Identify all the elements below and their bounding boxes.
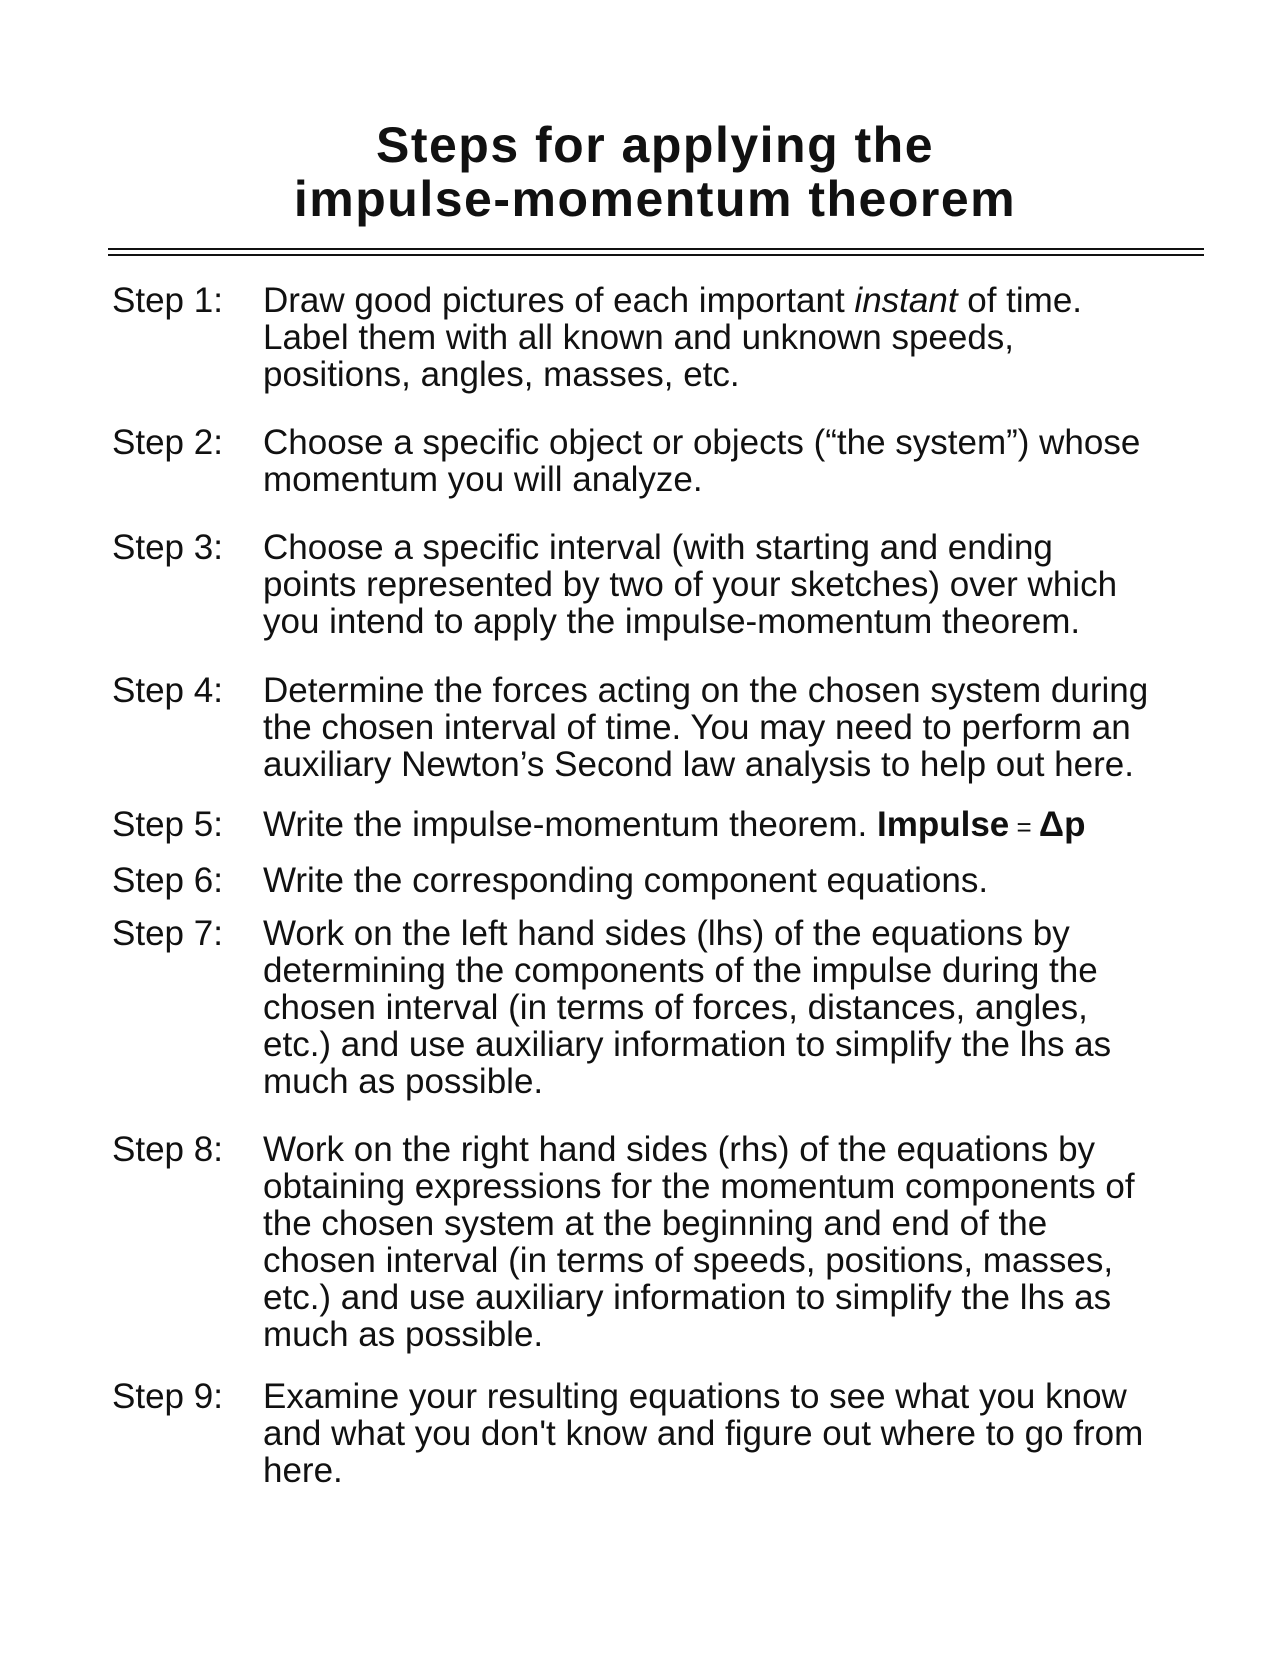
step-text-segment: of time. — [957, 281, 1083, 320]
delta-p-term: Δp — [1038, 805, 1086, 844]
step-line: the chosen system at the beginning and end of the — [263, 1204, 1048, 1243]
step-text-segment: Write the impulse-momentum theorem. — [263, 805, 878, 844]
step-line: Label them with all known and unknown speeds, — [263, 318, 1015, 357]
step-line: Work on the left hand sides (lhs) of the equations by — [263, 914, 1070, 953]
step-line: the chosen interval of time. You may need to perform an — [263, 708, 1131, 747]
equals-sign: = — [1009, 812, 1039, 842]
step-line: points represented by two of your sketches) over which — [263, 565, 1118, 604]
step-line: Choose a specific object or objects (“the system”) whose — [263, 423, 1141, 462]
step-line: obtaining expressions for the momentum components of — [263, 1167, 1135, 1206]
step-line: positions, angles, masses, etc. — [263, 355, 740, 394]
title-divider-top — [108, 248, 1204, 250]
step-label: Step 1: — [112, 281, 223, 320]
step-label: Step 8: — [112, 1130, 223, 1169]
step-label: Step 3: — [112, 528, 223, 567]
step-label: Step 6: — [112, 861, 223, 900]
step-line: etc.) and use auxiliary information to simplify the lhs as — [263, 1278, 1112, 1317]
emphasis-text: instant — [854, 281, 958, 320]
step-label: Step 7: — [112, 914, 223, 953]
step-text — [263, 672, 1213, 783]
step-text — [263, 424, 1213, 498]
step-line: chosen interval (in terms of speeds, positions, masses, — [263, 1241, 1114, 1280]
title-divider-bottom — [108, 254, 1204, 256]
step-line: and what you don't know and figure out where to go from — [263, 1414, 1144, 1453]
step-line: much as possible. — [263, 1062, 544, 1101]
step-label: Step 4: — [112, 671, 223, 710]
step-line: Work on the right hand sides (rhs) of the equations by — [263, 1130, 1096, 1169]
step-line: Examine your resulting equations to see what you know — [263, 1377, 1127, 1416]
step-line: here. — [263, 1451, 343, 1490]
step-line: Determine the forces acting on the chosen system during — [263, 671, 1149, 710]
step-label: Step 5: — [112, 805, 223, 844]
step-line: determining the components of the impulse during the — [263, 951, 1098, 990]
title-line-2: impulse-momentum theorem — [293, 171, 1017, 227]
step-line: auxiliary Newton’s Second law analysis to help out here. — [263, 745, 1134, 784]
step-line: much as possible. — [263, 1315, 544, 1354]
impulse-term: Impulse — [877, 805, 1010, 844]
step-text — [263, 282, 1213, 393]
step-line — [263, 806, 1213, 846]
step-line: Choose a specific interval (with starting and ending — [263, 528, 1053, 567]
step-text — [263, 1378, 1213, 1489]
step-line: Write the corresponding component equations. — [263, 861, 989, 900]
step-text — [263, 529, 1213, 640]
step-text — [263, 1131, 1213, 1353]
page-title — [0, 118, 1280, 226]
step-text-segment: Draw good pictures of each important — [263, 281, 855, 320]
step-line: chosen interval (in terms of forces, distances, angles, — [263, 988, 1088, 1027]
step-label: Step 2: — [112, 423, 223, 462]
step-line: you intend to apply the impulse-momentum theorem. — [263, 602, 1081, 641]
step-line: etc.) and use auxiliary information to simplify the lhs as — [263, 1025, 1112, 1064]
step-line — [263, 282, 1213, 319]
step-text — [263, 862, 1213, 899]
step-line: momentum you will analyze. — [263, 460, 703, 499]
step-text — [263, 915, 1213, 1100]
title-line-1: Steps for applying the — [375, 117, 935, 173]
step-text — [263, 806, 1213, 846]
step-label: Step 9: — [112, 1377, 223, 1416]
